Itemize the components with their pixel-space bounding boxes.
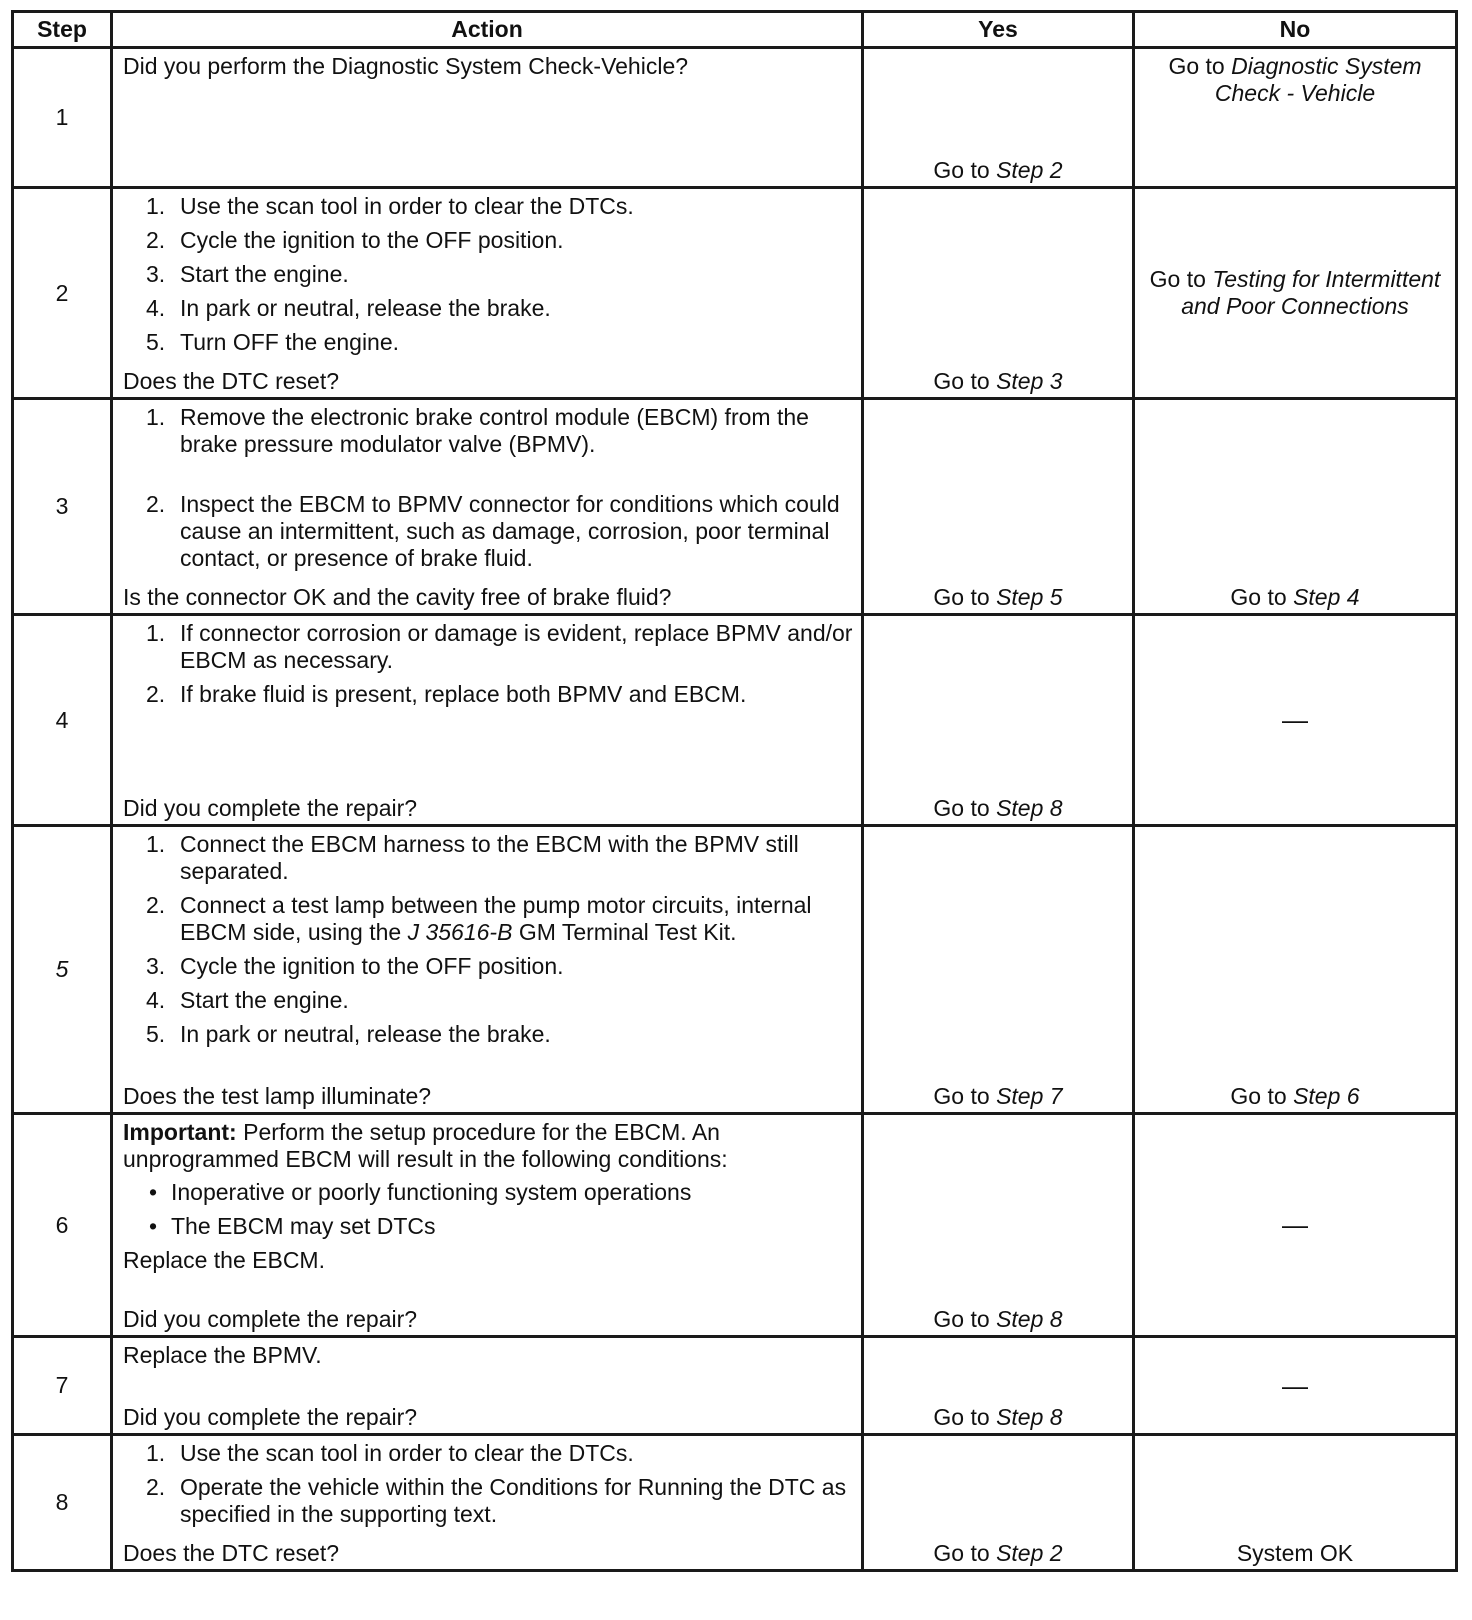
no-goto[interactable]: Go to Step 4 — [1230, 584, 1360, 610]
no-value: — — [1282, 1370, 1308, 1400]
table-row — [13, 615, 1457, 826]
question-text: Is the connector OK and the cavity free of brake fluid? — [123, 584, 672, 610]
step-number: 6 — [13, 1114, 112, 1337]
question-text: Did you perform the Diagnostic System Check-Vehicle? — [123, 53, 689, 79]
list-item: 2. Inspect the EBCM to BPMV connector for conditions which could cause an intermittent, such as damage, corrosion, poor terminal contact, or presence of brake fluid. — [146, 491, 840, 571]
table-row — [13, 1435, 1457, 1571]
action-cell — [112, 1435, 863, 1571]
table-row — [13, 1114, 1457, 1337]
list-item: 2. Operate the vehicle within the Conditions for Running the DTC as specified in the supporting text. — [146, 1474, 847, 1527]
yes-cell — [863, 1435, 1134, 1571]
list-item: • Inoperative or poorly functioning system operations — [149, 1179, 692, 1205]
no-value: — — [1282, 704, 1308, 735]
action-cell — [112, 188, 863, 399]
yes-cell — [863, 399, 1134, 615]
list-item: • The EBCM may set DTCs — [149, 1213, 436, 1239]
tool-reference: J 35616-B — [407, 919, 513, 945]
action-cell — [112, 826, 863, 1114]
no-goto[interactable]: Go to Diagnostic System Check - Vehicle — [1168, 53, 1422, 106]
action-cell — [112, 48, 863, 188]
yes-goto[interactable]: Go to Step 8 — [933, 795, 1063, 821]
no-cell — [1134, 48, 1457, 188]
step-number: 8 — [13, 1435, 112, 1571]
table-row — [13, 188, 1457, 399]
list-item: 2. If brake fluid is present, replace both BPMV and EBCM. — [146, 681, 747, 707]
no-cell — [1134, 188, 1457, 399]
yes-cell — [863, 615, 1134, 826]
step-number: 3 — [13, 399, 112, 615]
no-cell — [1134, 615, 1457, 826]
question-text: Did you complete the repair? — [123, 795, 418, 821]
no-cell — [1134, 1435, 1457, 1571]
no-cell — [1134, 826, 1457, 1114]
yes-goto[interactable]: Go to Step 2 — [933, 1540, 1063, 1566]
instruction-text: Replace the EBCM. — [123, 1247, 325, 1273]
yes-goto[interactable]: Go to Step 8 — [933, 1404, 1063, 1430]
list-item: 1. Remove the electronic brake control module (EBCM) from the brake pressure modulator valve (BPMV). — [146, 404, 809, 457]
action-steps — [123, 620, 853, 708]
list-item: 1. Use the scan tool in order to clear the DTCs. — [146, 193, 634, 219]
no-goto[interactable]: Go to Testing for Intermittent and Poor Connections — [1149, 266, 1441, 319]
header-yes: Yes — [863, 12, 1134, 48]
action-steps — [123, 831, 853, 1048]
yes-goto[interactable]: Go to Step 2 — [933, 157, 1063, 183]
list-item: 3. Start the engine. — [146, 261, 349, 287]
question-text: Did you complete the repair? — [123, 1404, 418, 1430]
yes-cell — [863, 1337, 1134, 1435]
action-steps — [123, 193, 853, 356]
diagnostic-table — [11, 10, 1458, 1572]
action-steps — [123, 404, 853, 572]
header-no: No — [1134, 12, 1457, 48]
action-cell — [112, 615, 863, 826]
list-item: 5. Turn OFF the engine. — [146, 329, 400, 355]
list-item: 1. Use the scan tool in order to clear the DTCs. — [146, 1440, 634, 1466]
step-number: 2 — [13, 188, 112, 399]
important-note: Important: Perform the setup procedure for the EBCM. An unprogrammed EBCM will result in the following conditions: — [123, 1119, 728, 1172]
no-cell — [1134, 1114, 1457, 1337]
table-row — [13, 826, 1457, 1114]
question-text: Does the DTC reset? — [123, 368, 340, 394]
yes-cell — [863, 826, 1134, 1114]
table-row — [13, 48, 1457, 188]
step-number: 1 — [13, 48, 112, 188]
action-steps — [123, 1440, 853, 1528]
action-cell — [112, 1337, 863, 1435]
list-item: 3. Cycle the ignition to the OFF position. — [146, 953, 564, 979]
header-step: Step — [13, 12, 112, 48]
no-goto[interactable]: Go to Step 6 — [1230, 1083, 1360, 1109]
step-number: 5 — [13, 826, 112, 1114]
yes-goto[interactable]: Go to Step 7 — [933, 1083, 1063, 1109]
step-number: 4 — [13, 615, 112, 826]
yes-cell — [863, 188, 1134, 399]
yes-goto[interactable]: Go to Step 8 — [933, 1306, 1063, 1332]
list-item: 1. If connector corrosion or damage is evident, replace BPMV and/or EBCM as necessary. — [146, 620, 853, 673]
question-text: Does the test lamp illuminate? — [123, 1083, 432, 1109]
yes-cell — [863, 48, 1134, 188]
action-cell — [112, 399, 863, 615]
list-item: 5. In park or neutral, release the brake. — [146, 1021, 551, 1047]
question-text: Did you complete the repair? — [123, 1306, 418, 1332]
yes-goto[interactable]: Go to Step 5 — [933, 584, 1063, 610]
condition-list — [123, 1179, 853, 1240]
step-number: 7 — [13, 1337, 112, 1435]
no-cell — [1134, 1337, 1457, 1435]
list-item: 1. Connect the EBCM harness to the EBCM with the BPMV still separated. — [146, 831, 799, 884]
yes-cell — [863, 1114, 1134, 1337]
instruction-text: Replace the BPMV. — [123, 1342, 322, 1368]
no-cell — [1134, 399, 1457, 615]
header-action: Action — [112, 12, 863, 48]
no-value: — — [1282, 1209, 1308, 1240]
list-item: 4. Start the engine. — [146, 987, 349, 1013]
question-text: Does the DTC reset? — [123, 1540, 340, 1566]
yes-goto[interactable]: Go to Step 3 — [933, 368, 1063, 394]
list-item: 2. Cycle the ignition to the OFF position. — [146, 227, 564, 253]
header-row — [13, 12, 1457, 48]
action-cell — [112, 1114, 863, 1337]
table-row — [13, 399, 1457, 615]
list-item: 2. Connect a test lamp between the pump motor circuits, internal EBCM side, using the J 35616-B GM Terminal Test Kit. — [146, 892, 812, 945]
table-row — [13, 1337, 1457, 1435]
list-item: 4. In park or neutral, release the brake. — [146, 295, 551, 321]
no-value: System OK — [1236, 1540, 1354, 1566]
